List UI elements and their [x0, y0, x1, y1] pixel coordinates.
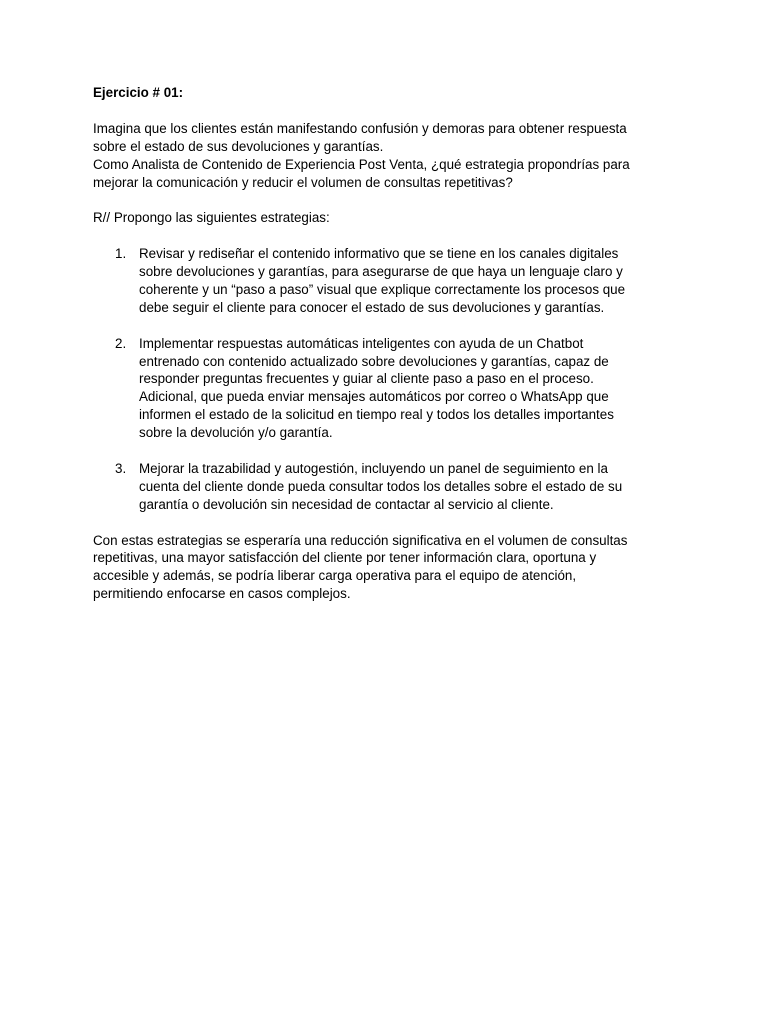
list-item-line: debe seguir el cliente para conocer el estado de sus devoluciones y garantías.	[139, 299, 605, 315]
answer-intro: R// Propongo las siguientes estrategias:	[93, 210, 330, 226]
list-item-line: cuenta del cliente donde pueda consultar todos los detalles sobre el estado de su	[139, 478, 623, 494]
list-item-line: garantía o devolución sin necesidad de contactar al servicio al cliente.	[139, 496, 554, 512]
list-item	[93, 245, 683, 317]
list-item-line: coherente y un “paso a paso” visual que explique correctamente los procesos que	[139, 281, 626, 297]
conclusion-line: Con estas estrategias se esperaría una reducción significativa en el volumen de consultas	[93, 532, 628, 548]
spacer	[93, 102, 683, 120]
intro-line: Imagina que los clientes están manifestando confusión y demoras para obtener respuesta	[93, 120, 627, 136]
intro-paragraph	[93, 120, 683, 192]
list-item-line: sobre devoluciones y garantías, para asegurarse de que haya un lenguaje claro y	[139, 264, 623, 280]
list-item-line: Revisar y rediseñar el contenido informativo que se tiene en los canales digitales	[139, 246, 619, 262]
list-item	[93, 460, 683, 514]
spacer	[93, 514, 683, 532]
list-number: 2.	[115, 335, 127, 351]
conclusion-line: repetitivas, una mayor satisfacción del cliente por tener información clara, oportuna y	[93, 550, 597, 566]
list-number: 3.	[115, 460, 127, 476]
intro-line: mejorar la comunicación y reducir el volumen de consultas repetitivas?	[93, 174, 513, 190]
spacer	[93, 191, 683, 209]
list-item-line: Implementar respuestas automáticas inteligentes con ayuda de un Chatbot	[139, 335, 584, 351]
list-item-line: informen el estado de la solicitud en tiempo real y todos los detalles importantes	[139, 407, 614, 423]
list-item-line: Adicional, que pueda enviar mensajes automáticos por correo o WhatsApp que	[139, 389, 609, 405]
list-item-line: responder preguntas frecuentes y guiar al cliente paso a paso en el proceso.	[139, 371, 594, 387]
list-item-line: entrenado con contenido actualizado sobre devoluciones y garantías, capaz de	[139, 353, 609, 369]
exercise-title: Ejercicio # 01:	[93, 85, 184, 100]
spacer	[93, 227, 683, 245]
list-item-line: Mejorar la trazabilidad y autogestión, incluyendo un panel de seguimiento en la	[139, 460, 608, 476]
conclusion-paragraph	[93, 532, 683, 604]
conclusion-line: permitiendo enfocarse en casos complejos.	[93, 586, 351, 602]
list-item	[93, 335, 683, 442]
intro-line: Como Analista de Contenido de Experiencia Post Venta, ¿qué estrategia propondrías para	[93, 156, 630, 172]
strategy-list	[93, 245, 683, 514]
list-number: 1.	[115, 246, 127, 262]
list-item-line: sobre la devolución y/o garantía.	[139, 425, 333, 441]
conclusion-line: accesible y además, se podría liberar carga operativa para el equipo de atención,	[93, 568, 577, 584]
intro-line: sobre el estado de sus devoluciones y garantías.	[93, 138, 384, 154]
document-page	[93, 84, 683, 603]
